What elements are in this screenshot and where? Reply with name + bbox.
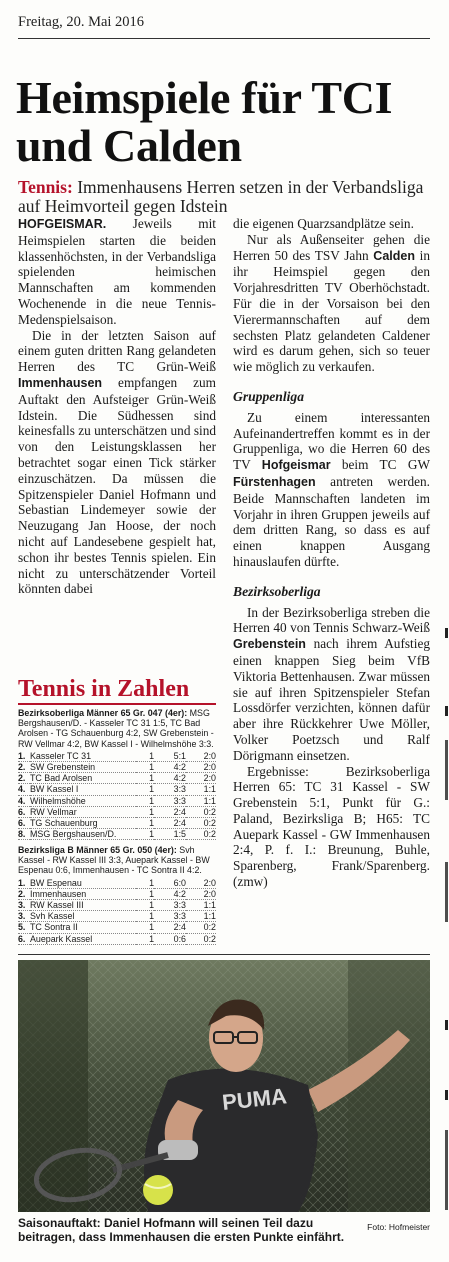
standings-cell-score: 1:1 [203, 911, 216, 922]
standings-cell-n: 1 [149, 750, 154, 761]
standings-cell-team: TC Sontra II [30, 922, 78, 933]
standings-cell-pts: 6:0 [173, 877, 186, 888]
standings-cell-team: TG Schauenburg [30, 818, 98, 829]
standings-cell-score: 0:2 [203, 829, 216, 840]
standings-cell-pos: 2. [18, 762, 26, 773]
standings-cell-team: RW Kassel III [30, 900, 84, 911]
tennis-photo [18, 960, 430, 1212]
standings-row [18, 900, 216, 911]
standings-cell-n: 1 [149, 888, 154, 899]
standings-cell-pts: 2:4 [173, 806, 186, 817]
standings-cell-pts: 3:3 [173, 911, 186, 922]
standings-cell-pos: 8. [18, 829, 26, 840]
standings-cell-n: 1 [149, 911, 154, 922]
standings-cell-n: 1 [149, 806, 154, 817]
lead-place: HOFGEISMAR. [18, 217, 107, 231]
standings-cell-pts: 4:2 [173, 773, 186, 784]
league-2-heading: Bezirksliga B Männer 65 Gr. 050 (4er): [18, 845, 177, 855]
standings-row [18, 795, 216, 806]
standings-row [18, 818, 216, 829]
standings-cell-team: BW Espenau [30, 877, 82, 888]
article-column-left [18, 216, 216, 597]
standings-row [18, 773, 216, 784]
standings-cell-score: 2:0 [203, 762, 216, 773]
standings-cell-team: Kasseler TC 31 [30, 750, 92, 761]
standings-row [18, 751, 216, 762]
league-1-heading: Bezirksoberliga Männer 65 Gr. 047 (4er): [18, 708, 188, 718]
photo-caption [18, 1216, 430, 1244]
standings-cell-n: 1 [149, 933, 154, 944]
standings-cell-pos: 2. [18, 888, 26, 899]
standings-row [18, 784, 216, 795]
standings-cell-team: Wilhelmshöhe [30, 795, 86, 806]
standings-cell-team: MSG Bergshausen/D. [30, 829, 117, 840]
standings-row [18, 911, 216, 922]
standings-cell-pts: 4:2 [173, 888, 186, 899]
standings-cell-pos: 1. [18, 750, 26, 761]
stats-box-title: Tennis in Zahlen [18, 676, 190, 702]
caption-text: Saisonauftakt: Daniel Hofmann will seinen Teil dazu beitragen, dass Immenhausen die ersten Punkte einfährt. [18, 1216, 345, 1244]
standings-row [18, 878, 216, 889]
subhead-text: Immenhausens Herren setzen in der Verbandsliga auf Heimvorteil gegen Idstein [18, 177, 424, 216]
standings-cell-pos: 6. [18, 933, 26, 944]
standings-cell-team: TC Bad Arolsen [30, 773, 93, 784]
standings-cell-score: 2:0 [203, 773, 216, 784]
photo-credit: Foto: Hofmeister [367, 1222, 430, 1232]
standings-cell-pts: 5:1 [173, 750, 186, 761]
standings-row [18, 888, 216, 899]
standings-cell-team: Svh Kassel [30, 911, 75, 922]
standings-cell-n: 1 [149, 818, 154, 829]
subheadline [18, 178, 438, 216]
stats-league-2 [18, 845, 216, 945]
standings-cell-pos: 6. [18, 806, 26, 817]
standings-cell-team: RW Vellmar [30, 806, 77, 817]
standings-cell-pts: 3:3 [173, 795, 186, 806]
standings-row [18, 933, 216, 944]
standings-cell-team: Auepark Kassel [30, 933, 93, 944]
standings-cell-pts: 0:6 [173, 933, 186, 944]
top-rule [18, 38, 430, 39]
article-paragraph-4: Zu einem interessanten Aufeinandertreffen kommt es in der Gruppenliga, wo die Herren 60 des TV Hofgeismar beim TC GW Fürstenhagen antreten werden. Beide Mannschaften landeten im Vorjahr in ihren Gruppen jeweils auf dem dritten Rang, so dass es auf einen knappen Ausgang hinauslaufen dürfte. [233, 409, 430, 569]
dateline: Freitag, 20. Mai 2016 [18, 14, 145, 30]
article-paragraph-2: Die in der letzten Saison auf einem guten dritten Rang gelandeten Herren des TC Grün-Weiß Immenhausen empfangen zum Auftakt den Aufsteiger Grün-Weiß Idstein. Die Südhessen sind keinesfalls zu unterschätzen und sind von den Leistungsklassen her betrachtet sogar einen Tick stärker einzuschätzen. Da müssen die Spitzenspieler Daniel Hofmann und Sebastian Lindemeyer sowie der Neuzugang Jan Hoose, der noch nicht auf Landesebene gespielt hat, schon ihr bestes Tennis spielen. Ein nicht zu unterschätzender Vorteil könnten dabei [18, 327, 216, 597]
headline: Heimspiele für TCI und Calden [16, 72, 393, 171]
article-results: Ergebnisse: Bezirksoberliga Herren 65: TC 31 Kassel - SW Grebenstein 5:1, Punkt für G.: Paland, Bezirksliga B; H65: TC Auepark Kassel - GW Immenhausen 2:4, P. f. I.: Breunung, Buhle, Sparenberg, Frank/Sparenberg. (zmw) [233, 763, 430, 890]
article-paragraph-1: HOFGEISMAR. Jeweils mit Heimspielen starten die beiden klassenhöchsten, in der Verbandsliga spielenden heimischen Mannschaften am kommenden Wochenende in die neue Tennis-Medenspielsaison. [18, 216, 216, 327]
standings-cell-pos: 4. [18, 795, 26, 806]
standings-cell-score: 2:0 [203, 888, 216, 899]
standings-cell-pos: 4. [18, 784, 26, 795]
standings-cell-pts: 2:4 [173, 818, 186, 829]
standings-cell-n: 1 [149, 762, 154, 773]
stats-title-rule [18, 703, 216, 705]
shirt-logo-text: PUMA [220, 1083, 288, 1115]
standings-cell-pts: 1:5 [173, 829, 186, 840]
adjacent-column-edge [441, 0, 449, 1262]
section-heading-gruppenliga: Gruppenliga [233, 388, 305, 404]
section-heading-bezirksoberliga: Bezirksoberliga [233, 583, 321, 599]
standings-cell-team: Immenhausen [30, 888, 87, 899]
photo-top-rule [18, 954, 430, 955]
league-1-results: MSG Bergshausen/D. - Kasseler TC 31 1:5, TC Bad Arolsen - TG Schauenburg 4:2, SW Grebenstein - RW Vellmar 4:2, BW Kassel I - Wilhelmshöhe 3:3. [18, 708, 214, 749]
article-paragraph-5: In der Bezirksoberliga streben die Herren 40 von Tennis Schwarz-Weiß Grebenstein nach ihrem Aufstieg einen knappen Sieg beim VfB Viktoria Bettenhausen. Zwar müssen sie auf ihren Spitzenspieler Stefan Lossdörfer verzichten, können dafür aber ihre Rückkehrer Uwe Möller, Volker Poetzsch und Ralf Dörigmann einsetzen. [233, 604, 430, 763]
standings-row [18, 922, 216, 933]
standings-cell-n: 1 [149, 784, 154, 795]
tennis-player-illustration [18, 960, 430, 1212]
standings-cell-n: 1 [149, 877, 154, 888]
standings-cell-team: BW Kassel I [30, 784, 79, 795]
article-paragraph-3: Nur als Außenseiter gehen die Herren 50 des TSV Jahn Calden in ihr Heimspiel gegen den Vorjahresdritten TV Oberhöchstadt. Für die in der Vorsaison bei den Vierermannschaften auf dem sechsten Platz gelandeten Caldener wird es darum gehen, sich so teuer wie möglich zu verkaufen. [233, 231, 430, 375]
standings-cell-pos: 1. [18, 877, 26, 888]
standings-cell-score: 0:2 [203, 818, 216, 829]
standings-cell-pos: 2. [18, 773, 26, 784]
standings-cell-pts: 4:2 [173, 762, 186, 773]
standings-cell-n: 1 [149, 773, 154, 784]
standings-cell-pts: 3:3 [173, 784, 186, 795]
standings-row [18, 762, 216, 773]
standings-row [18, 829, 216, 840]
standings-cell-score: 1:1 [203, 784, 216, 795]
standings-cell-score: 0:2 [203, 922, 216, 933]
standings-cell-pos: 5. [18, 922, 26, 933]
stats-league-1 [18, 708, 216, 840]
standings-cell-score: 2:0 [203, 877, 216, 888]
standings-cell-n: 1 [149, 922, 154, 933]
league-2-table [18, 878, 216, 945]
standings-cell-n: 1 [149, 900, 154, 911]
article-column-right [233, 216, 430, 890]
article-paragraph-2-cont: die eigenen Quarzsandplätze sein. [233, 216, 414, 231]
standings-cell-pts: 2:4 [173, 922, 186, 933]
standings-row [18, 806, 216, 817]
standings-cell-n: 1 [149, 829, 154, 840]
standings-cell-score: 0:2 [203, 933, 216, 944]
subhead-kicker: Tennis: [18, 177, 73, 197]
standings-cell-score: 2:0 [203, 750, 216, 761]
league-1-table [18, 751, 216, 841]
standings-cell-pos: 6. [18, 818, 26, 829]
league-2-intro [18, 845, 216, 876]
standings-cell-pts: 3:3 [173, 900, 186, 911]
standings-cell-score: 1:1 [203, 795, 216, 806]
standings-cell-pos: 3. [18, 911, 26, 922]
standings-cell-team: SW Grebenstein [30, 762, 96, 773]
league-1-intro [18, 708, 216, 749]
standings-cell-score: 0:2 [203, 806, 216, 817]
league-2-results: Svh Kassel - RW Kassel III 3:3, Auepark Kassel - BW Espenau 0:6, Immenhausen - TC Sontra II 4:2. [18, 845, 210, 876]
standings-cell-score: 1:1 [203, 900, 216, 911]
standings-cell-pos: 3. [18, 900, 26, 911]
standings-cell-n: 1 [149, 795, 154, 806]
